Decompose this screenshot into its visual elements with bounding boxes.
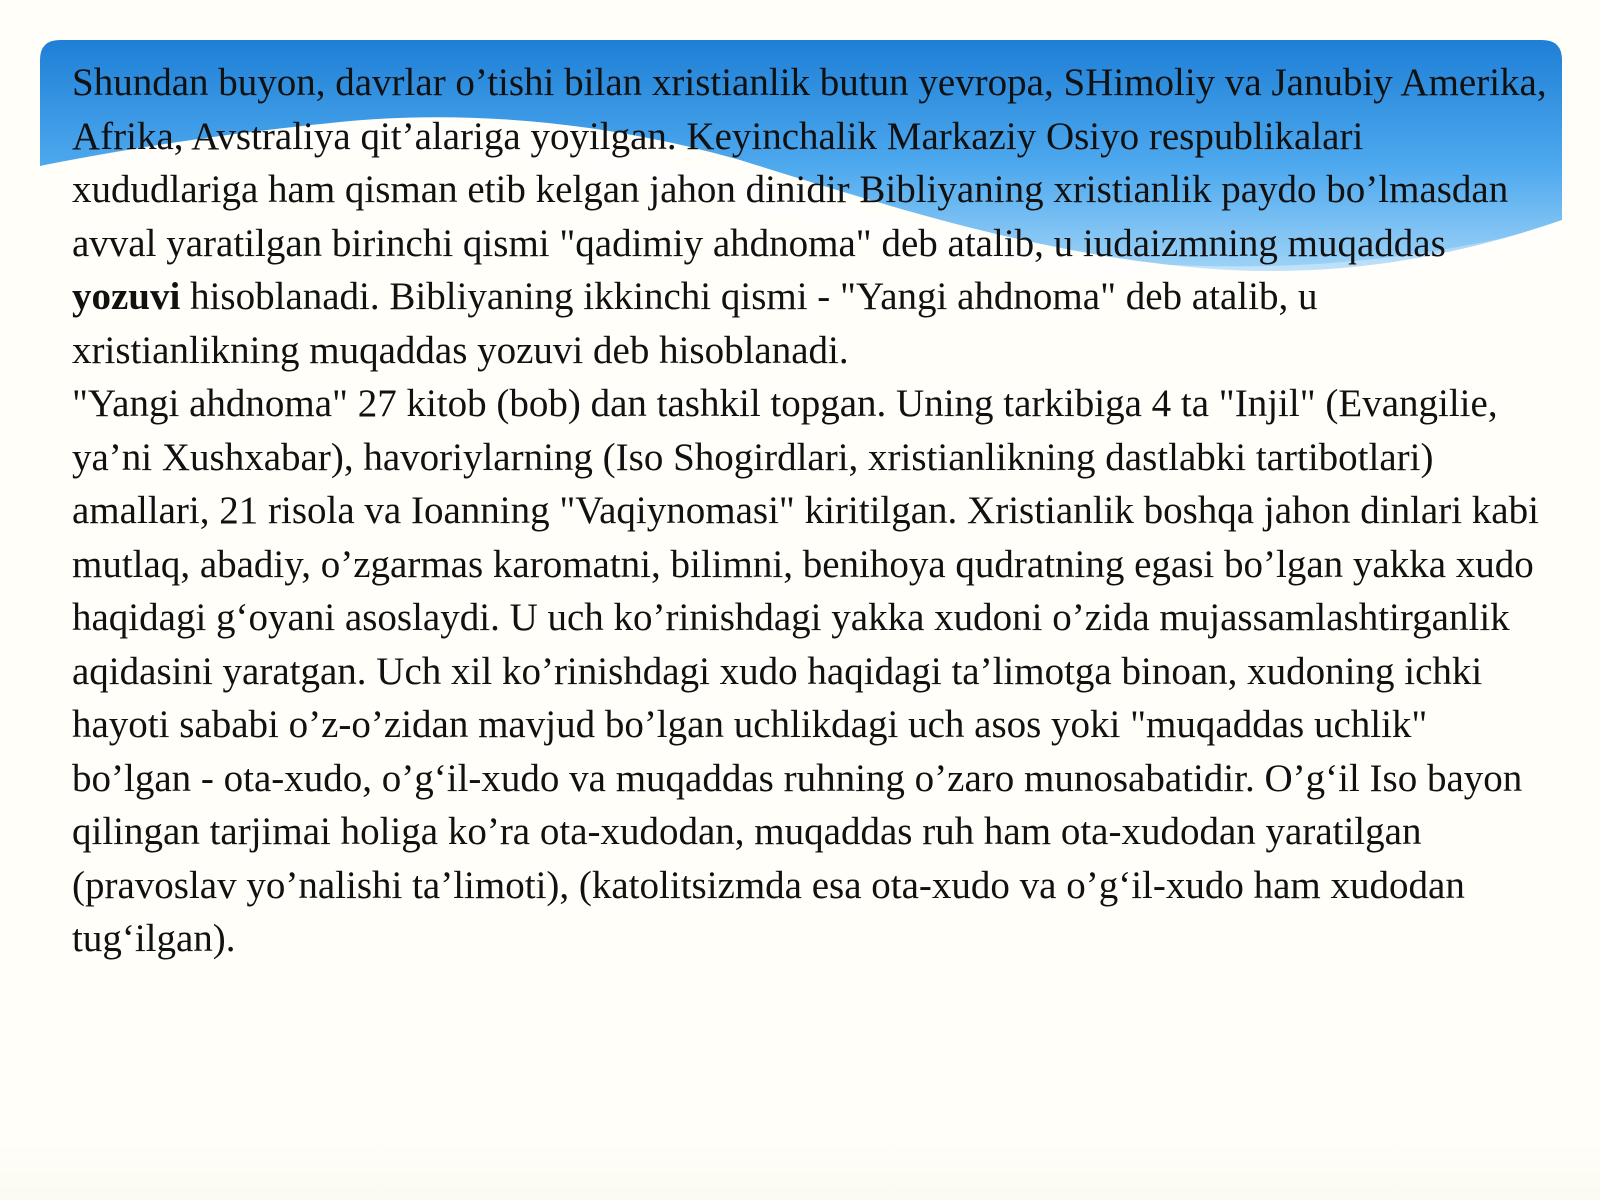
paragraph-new-testament: "Yangi ahdnoma" 27 kitob (bob) dan tashkil topgan. Uning tarkibiga 4 ta "Injil" (Evangilie, ya’ni Xushxabar), havoriylarning (Iso Shogirdlari, xristianlikning dastlabki tartibotlari) amallari, 21 risola va Ioanning "Vaqiynomasi" kiritilgan. Xristianlik boshqa jahon dinlari kabi mutlaq, abadiy, o’zgarmas karomatni, bilimni, benihoya qudratning egasi bo’lgan yakka xudo haqidagi g‘oyani asoslaydi. U uch ko’rinishdagi yakka xudoni o’zida mujassamlashtirganlik aqidasini yaratgan. Uch xil ko’rinishdagi xudo haqidagi ta’limotga binoan, xudoning ichki hayoti sababi o’z-o’zidan mavjud bo’lgan uchlikdagi uch asos yoki "muqaddas uchlik" bo’lgan - ota-xudo, o’g‘il-xudo va muqaddas ruhning o’zaro munosabatidir. O’g‘il Iso bayon qilingan tarjimai holiga ko’ra ota-xudodan, muqaddas ruh ham ota-xudodan yaratilgan (pravoslav yo’nalishi ta’limoti), (katolitsizmda esa ota-xudo va o’g‘il-xudo ham xudodan tug‘ilgan).	[72, 382, 1539, 960]
background-texture	[0, 1140, 1600, 1200]
bold-word: yozuvi	[72, 275, 181, 318]
paragraph-bible-overview	[72, 56, 1552, 377]
paragraph-1-text: Shundan buyon, davrlar o’tishi bilan xristianlik butun yevropa, SHimoliy va Janubiy Amerika, Afrika, Avstraliya qit’alariga yoyilgan. Keyinchalik Markaziy Osiyo respublikalari xududlariga ham qisman etib kelgan jahon dinidir Bibliyaning xristianlik paydo bo’lmasdan avval yaratilgan birinchi qismi "qadimiy ahdnoma" deb atalib, u iudaizmning muqaddas	[72, 61, 1547, 265]
paragraph-1-text-end: hisoblanadi. Bibliyaning ikkinchi qismi - "Yangi ahdnoma" deb atalib, u xristianlikning muqaddas yozuvi deb hisoblanadi.	[72, 275, 1318, 372]
slide-text-body	[72, 56, 1552, 966]
